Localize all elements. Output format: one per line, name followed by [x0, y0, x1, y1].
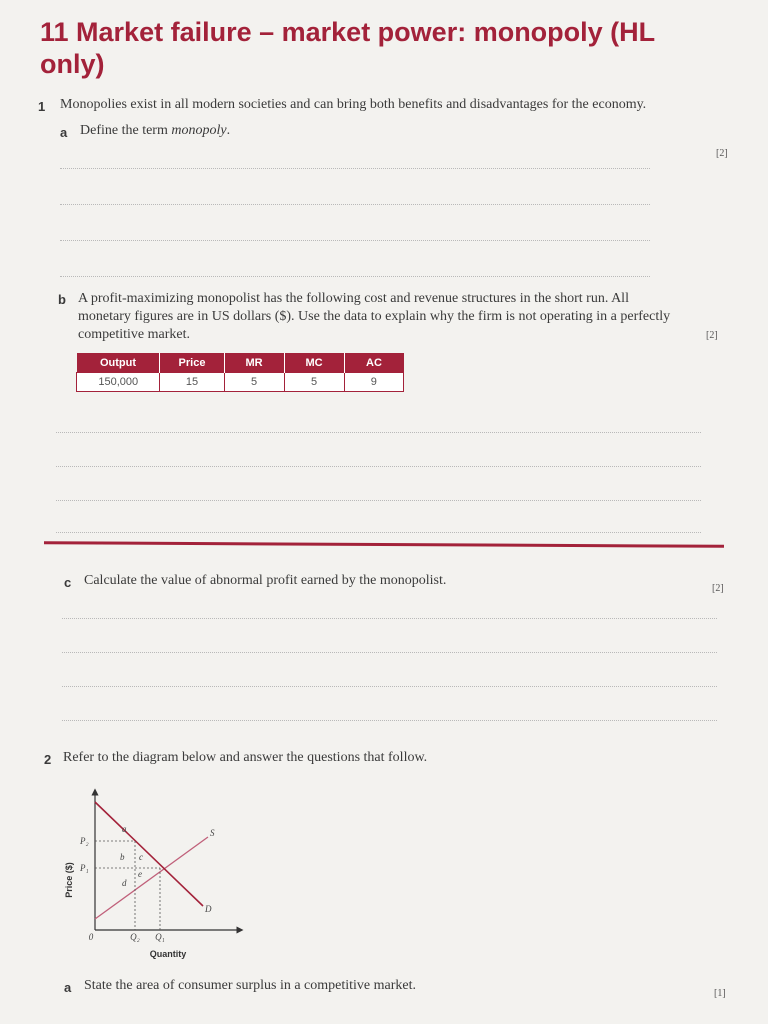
supply-demand-diagram	[58, 780, 258, 966]
question-1-intro: Monopolies exist in all modern societies and can bring both benefits and disadvantages for the economy.	[60, 97, 647, 112]
answer-line[interactable]	[56, 500, 701, 501]
table-header-row	[77, 353, 404, 373]
answer-line[interactable]	[60, 276, 650, 277]
cost-revenue-table	[76, 353, 404, 392]
table-cell-price: 15	[160, 373, 224, 392]
question-1-number: 1	[38, 99, 46, 114]
table-row	[77, 373, 404, 392]
answer-line[interactable]	[56, 532, 701, 533]
part-1b-marks: [2]	[706, 330, 718, 341]
part-1c-marks: [2]	[712, 583, 724, 594]
part-2a-label: a	[64, 980, 72, 995]
area-d-label: d	[122, 878, 127, 888]
part-1c-text: Calculate the value of abnormal profit earned by the monopolist.	[84, 573, 447, 588]
area-a-label: a	[122, 824, 127, 834]
part-1a-text-after: .	[226, 123, 231, 138]
q1-label: Q₁	[155, 932, 165, 942]
part-1a-text-before: Define the term	[80, 123, 172, 138]
table-header-output: Output	[77, 353, 160, 373]
table-header-mc: MC	[284, 353, 344, 373]
part-1b-label: b	[58, 292, 66, 307]
answer-line[interactable]	[62, 720, 717, 721]
y-axis-label: Price ($)	[64, 862, 74, 898]
area-b-label: b	[120, 852, 125, 862]
answer-line[interactable]	[62, 686, 717, 687]
question-2-number: 2	[44, 752, 52, 767]
table-cell-output: 150,000	[77, 373, 160, 392]
q2-label: Q₂	[130, 932, 140, 942]
part-1a-term: monopoly	[171, 123, 227, 138]
table-header-ac: AC	[344, 353, 404, 373]
demand-curve	[95, 802, 203, 906]
demand-label: D	[205, 904, 212, 914]
part-2a-text: State the area of consumer surplus in a competitive market.	[84, 978, 417, 993]
table-header-price: Price	[160, 353, 224, 373]
table-cell-mc: 5	[284, 373, 344, 392]
answer-line[interactable]	[60, 204, 650, 205]
p1-label: P₁	[80, 863, 89, 873]
part-1a-marks: [2]	[716, 148, 728, 159]
part-2a-marks: [1]	[714, 988, 726, 999]
table-header-mr: MR	[224, 353, 284, 373]
answer-line[interactable]	[56, 432, 701, 433]
origin-label: 0	[88, 932, 94, 942]
page-divider	[44, 541, 724, 548]
answer-line[interactable]	[62, 618, 717, 619]
question-2-intro: Refer to the diagram below and answer the questions that follow.	[63, 750, 428, 765]
answer-line[interactable]	[60, 168, 650, 169]
supply-label: S	[210, 828, 215, 838]
part-1a-label: a	[60, 125, 68, 140]
chapter-title: 11 Market failure – market power: monopoly (HL only)	[40, 17, 655, 79]
answer-line[interactable]	[60, 240, 650, 241]
table-cell-ac: 9	[344, 373, 404, 392]
part-1b-text: A profit-maximizing monopolist has the following cost and revenue structures in the short run. All monetary figures are in US dollars ($). Use the data to explain why the firm is not operating in a perfectly competitive market.	[78, 291, 671, 342]
area-c-label: c	[139, 852, 143, 862]
part-1c-label: c	[64, 575, 72, 590]
x-axis-label: Quantity	[149, 949, 187, 959]
p2-label: P₂	[80, 836, 89, 846]
answer-line[interactable]	[62, 652, 717, 653]
supply-curve	[95, 837, 208, 919]
answer-line[interactable]	[56, 466, 701, 467]
table-cell-mr: 5	[224, 373, 284, 392]
area-e-label: e	[138, 869, 142, 879]
part-1a-text	[80, 122, 230, 140]
